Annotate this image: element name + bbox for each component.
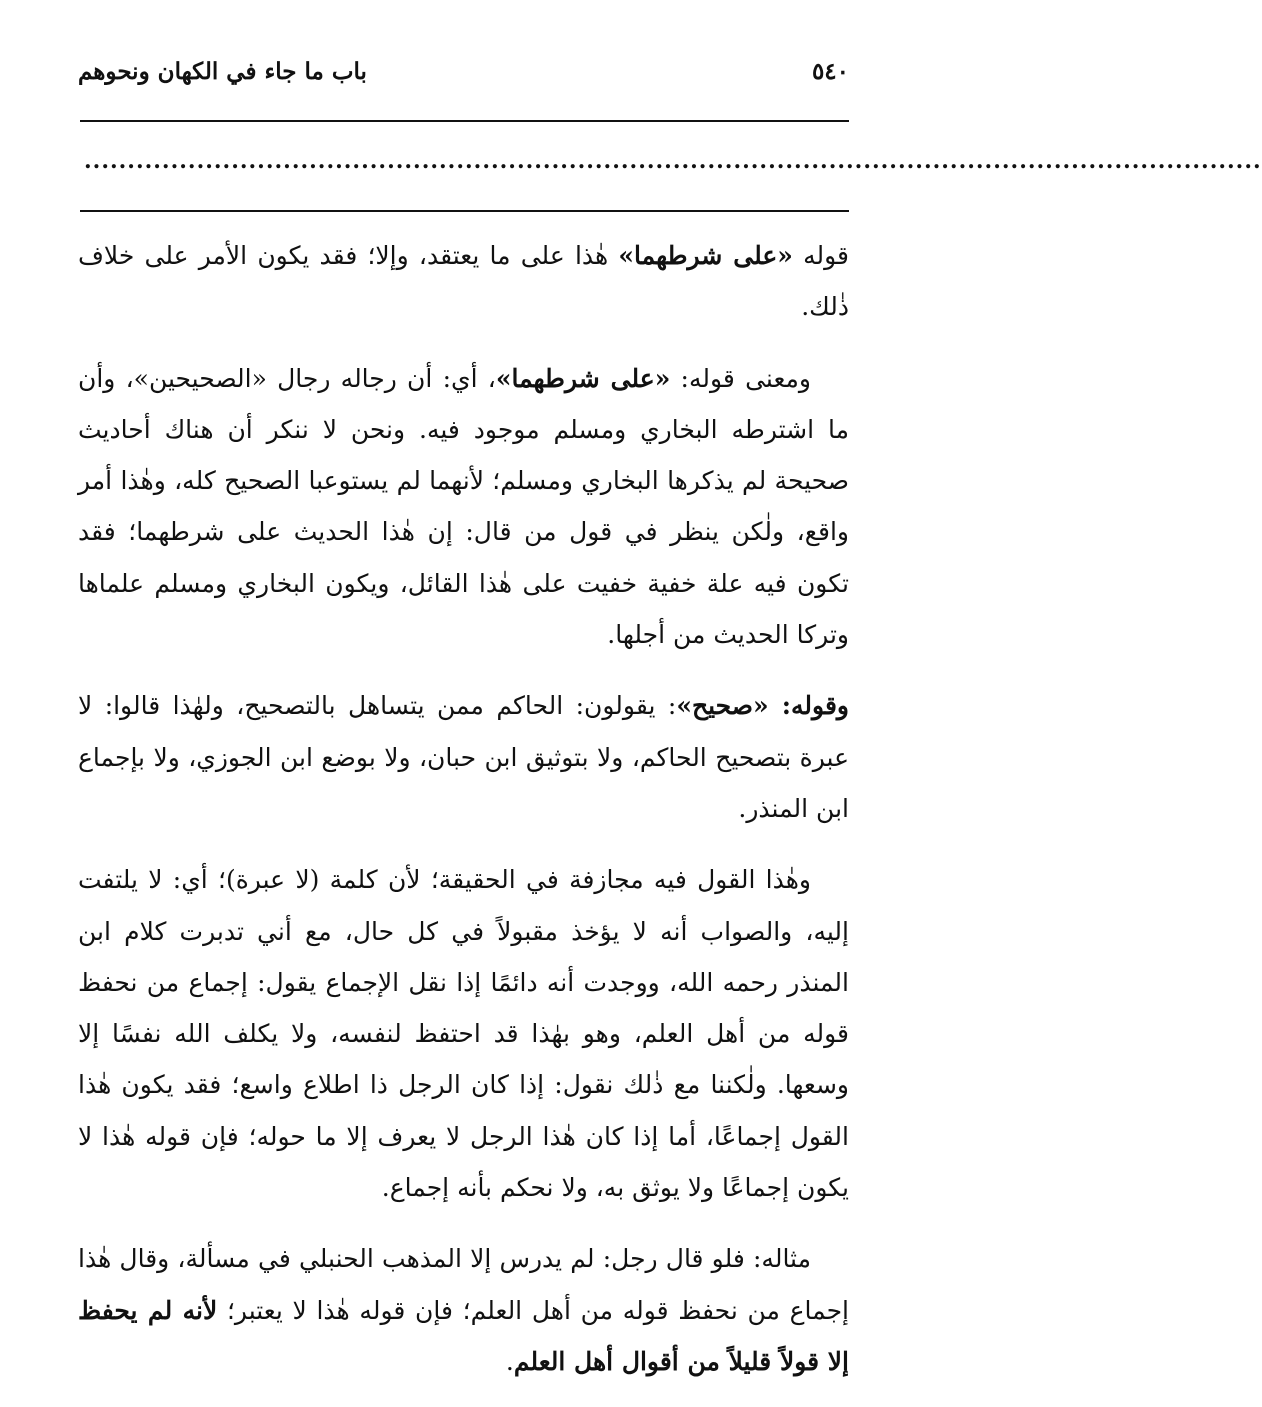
running-head — [78, 58, 849, 85]
body-text — [78, 230, 849, 1407]
header-rule — [80, 120, 849, 122]
paragraph-4: وهٰذا القول فيه مجازفة في الحقيقة؛ لأن كلمة (لا عبرة)؛ أي: لا يلتفت إليه، والصواب أنه لا يؤخذ مقبولاً في كل حال، مع أني تدبرت كلام ابن المنذر رحمه الله، ووجدت أنه دائمًا إذا نقل الإجماع يقول: إجماع من نحفظ قوله من أهل العلم، وهو بهٰذا قد احتفظ لنفسه، ولا يكلف الله نفسًا إلا وسعها. ولٰكننا مع ذٰلك نقول: إذا كان الرجل ذا اطلاع واسع؛ فقد يكون هٰذا القول إجماعًا، أما إذا كان هٰذا الرجل لا يعرف إلا ما حوله؛ فإن قوله هٰذا لا يكون إجماعًا ولا يوثق به، ولا نحكم بأنه إجماع. — [78, 865, 849, 1203]
bold-phrase: وقوله: «صحيح» — [676, 691, 849, 721]
bold-phrase: «على شرطهما» — [495, 363, 671, 393]
paragraph-5: مثاله: فلو قال رجل: لم يدرس إلا المذهب الحنبلي في مسألة، وقال هٰذا إجماع من نحفظ قوله من أهل العلم؛ فإن قوله هٰذا لا يعتبر؛ لأنه لم يحفظ إلا قولاً قليلاً من أقوال أهل العلم. — [78, 1244, 849, 1376]
paragraph-3: وقوله: «صحيح»: يقولون: الحاكم ممن يتساهل بالتصحيح، ولهٰذا قالوا: لا عبرة بتصحيح الحاكم، ولا بتوثيق ابن حبان، ولا بوضع ابن الجوزي، ولا بإجماع ابن المنذر. — [78, 691, 849, 823]
page-number: ٥٤٠ — [811, 58, 849, 85]
chapter-title: باب ما جاء في الكهان ونحوهم — [78, 58, 367, 85]
section-rule — [80, 210, 849, 212]
dotted-separator: ........................................................................................................................................ — [84, 148, 1262, 174]
bold-phrase: لأنه لم يحفظ إلا قولاً قليلاً من أقوال أهل العلم — [78, 1295, 849, 1376]
paragraph-1: قوله «على شرطهما» هٰذا على ما يعتقد، وإلا؛ فقد يكون الأمر على خلاف ذٰلك. — [78, 241, 849, 322]
bold-phrase: «على شرطهما» — [618, 241, 793, 270]
paragraph-2: ومعنى قوله: «على شرطهما»، أي: أن رجاله رجال «الصحيحين»، وأن ما اشترطه البخاري ومسلم موجود فيه. ونحن لا ننكر أن هناك أحاديث صحيحة لم يذكرها البخاري ومسلم؛ لأنهما لم يستوعبا الصحيح كله، وهٰذا أمر واقع، ولٰكن ينظر في قول من قال: إن هٰذا الحديث على شرطهما؛ فقد تكون فيه علة خفية خفيت على هٰذا القائل، ويكون البخاري ومسلم علماها وتركا الحديث من أجلها. — [78, 363, 849, 650]
